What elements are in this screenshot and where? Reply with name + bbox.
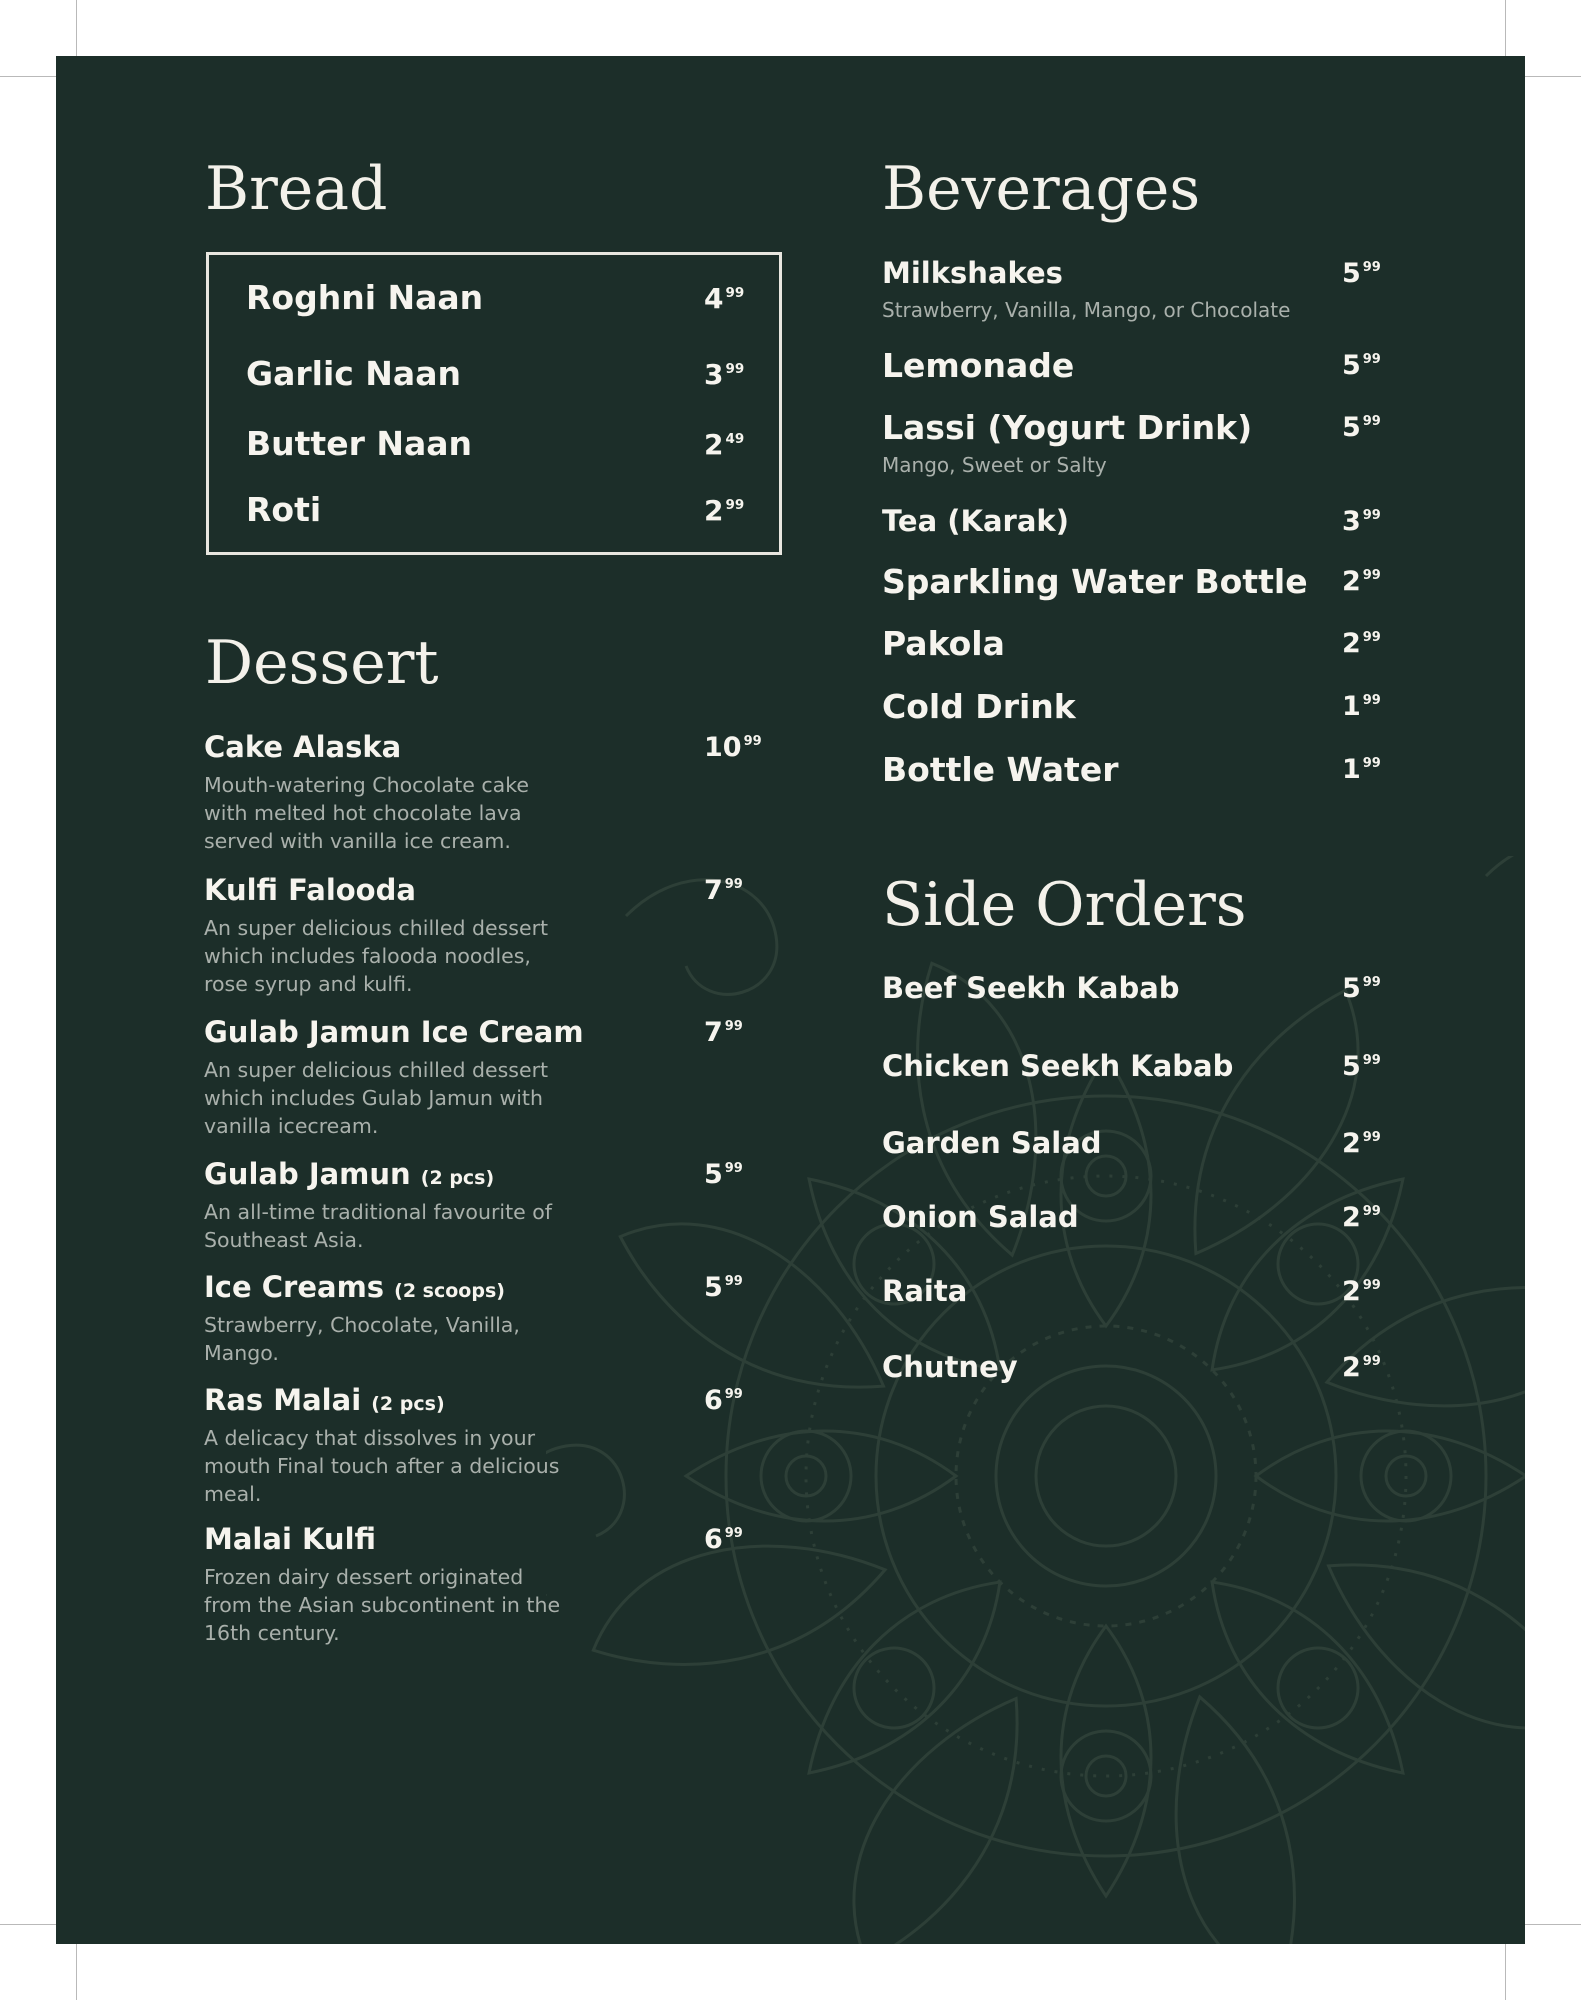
beverage-item-name: Milkshakes: [882, 256, 1063, 290]
side-order-item-name: Beef Seekh Kabab: [882, 971, 1180, 1005]
crop-mark: [0, 1924, 60, 1925]
side-order-item-name: Chutney: [882, 1350, 1018, 1384]
beverage-item-description: Strawberry, Vanilla, Mango, or Chocolate: [882, 298, 1291, 322]
dessert-item-description: Frozen dairy dessert originated from the Asian subcontinent in the 16th century.: [204, 1565, 561, 1645]
bread-item-name: Roghni Naan: [246, 278, 484, 317]
dessert-section-title: Dessert: [205, 628, 439, 698]
bread-section-title: Bread: [205, 154, 388, 224]
beverage-item-name: Sparkling Water Bottle: [882, 562, 1308, 601]
dessert-item-price: 5 $^{99}$: [704, 1159, 743, 1190]
dessert-item-description: An super delicious chilled dessert which includes Gulab Jamun with vanilla icecream.: [204, 1058, 549, 1138]
dessert-item-price: 10 $^{99}$: [704, 732, 762, 763]
beverage-item-price: 3 $^{99}$: [1342, 506, 1381, 537]
side-order-item-price: 2 $^{99}$: [1342, 1128, 1381, 1159]
bread-item-price: 2 $^{99}$: [704, 494, 745, 527]
crop-mark: [1521, 76, 1581, 77]
bread-item-price: 4 $^{99}$: [704, 282, 745, 315]
dessert-item-description: Strawberry, Chocolate, Vanilla, Mango.: [204, 1313, 520, 1365]
beverage-item-price: 2 $^{99}$: [1342, 566, 1381, 597]
crop-mark: [0, 76, 60, 77]
beverage-item-price: 2 $^{99}$: [1342, 628, 1381, 659]
dessert-item-name: Kulfi Falooda: [204, 873, 416, 907]
side-order-item-name: Chicken Seekh Kabab: [882, 1049, 1234, 1083]
crop-mark: [1505, 1940, 1506, 2000]
mandala-ornament-icon: [546, 856, 1525, 1944]
beverage-item-description: Mango, Sweet or Salty: [882, 453, 1107, 477]
dessert-item-note: (2 pcs): [420, 1167, 495, 1189]
side-order-item-name: Raita: [882, 1274, 968, 1308]
beverage-item-price: 5 $^{99}$: [1342, 258, 1381, 289]
dessert-item-description: An all-time traditional favourite of Southeast Asia.: [204, 1200, 552, 1252]
dessert-item-price: 5 $^{99}$: [704, 1272, 743, 1303]
bread-item-price: 2 $^{49}$: [704, 428, 745, 461]
dessert-item-description: A delicacy that dissolves in your mouth Final touch after a delicious meal.: [204, 1426, 560, 1506]
dessert-item-description: Mouth-watering Chocolate cake with melted hot chocolate lava served with vanilla ice cream.: [204, 773, 529, 853]
dessert-item-name: Gulab Jamun (2 pcs): [204, 1157, 495, 1191]
side-order-item-price: 2 $^{99}$: [1342, 1276, 1381, 1307]
bread-item-name: Garlic Naan: [246, 354, 461, 393]
dessert-item-price: 7 $^{99}$: [704, 1017, 743, 1048]
beverage-item-name: Bottle Water: [882, 750, 1119, 789]
beverage-item-price: 5 $^{99}$: [1342, 412, 1381, 443]
side-order-item-price: 2 $^{99}$: [1342, 1202, 1381, 1233]
crop-mark: [76, 0, 77, 60]
dessert-item-name: Malai Kulfi: [204, 1522, 377, 1556]
beverage-item-price: 5 $^{99}$: [1342, 350, 1381, 381]
dessert-item-name: Gulab Jamun Ice Cream: [204, 1015, 584, 1049]
side-order-item-name: Garden Salad: [882, 1126, 1102, 1160]
dessert-item-note: (2 scoops): [394, 1280, 505, 1302]
beverage-item-price: 1 $^{99}$: [1342, 754, 1381, 785]
beverage-item-name: Lassi (Yogurt Drink): [882, 408, 1253, 447]
beverage-item-name: Pakola: [882, 624, 1005, 663]
dessert-item-note: (2 pcs): [371, 1393, 445, 1415]
side-order-item-price: 2 $^{99}$: [1342, 1352, 1381, 1383]
side-orders-section-title: Side Orders: [882, 870, 1247, 940]
side-order-item-price: 5 $^{99}$: [1342, 1051, 1381, 1082]
dessert-item-price: 6 $^{99}$: [704, 1385, 743, 1416]
bread-item-name: Roti: [246, 490, 322, 529]
dessert-item-price: 6 $^{99}$: [704, 1524, 743, 1555]
beverage-item-name: Lemonade: [882, 346, 1075, 385]
dessert-item-description: An super delicious chilled dessert which includes falooda noodles, rose syrup and kulfi.: [204, 916, 549, 996]
bread-item-price: 3 $^{99}$: [704, 358, 745, 391]
crop-mark: [76, 1940, 77, 2000]
dessert-item-name: Cake Alaska: [204, 730, 402, 764]
beverage-item-name: Tea (Karak): [882, 504, 1069, 538]
crop-mark: [1505, 0, 1506, 60]
beverage-item-name: Cold Drink: [882, 687, 1076, 726]
beverage-item-price: 1 $^{99}$: [1342, 691, 1381, 722]
side-order-item-price: 5 $^{99}$: [1342, 973, 1381, 1004]
beverages-section-title: Beverages: [882, 154, 1201, 224]
dessert-item-name: Ras Malai (2 pcs): [204, 1383, 445, 1417]
bread-item-name: Butter Naan: [246, 424, 472, 463]
dessert-item-name: Ice Creams (2 scoops): [204, 1270, 505, 1304]
menu-page: [56, 56, 1525, 1944]
crop-mark: [1521, 1924, 1581, 1925]
dessert-item-price: 7 $^{99}$: [704, 875, 743, 906]
side-order-item-name: Onion Salad: [882, 1200, 1079, 1234]
